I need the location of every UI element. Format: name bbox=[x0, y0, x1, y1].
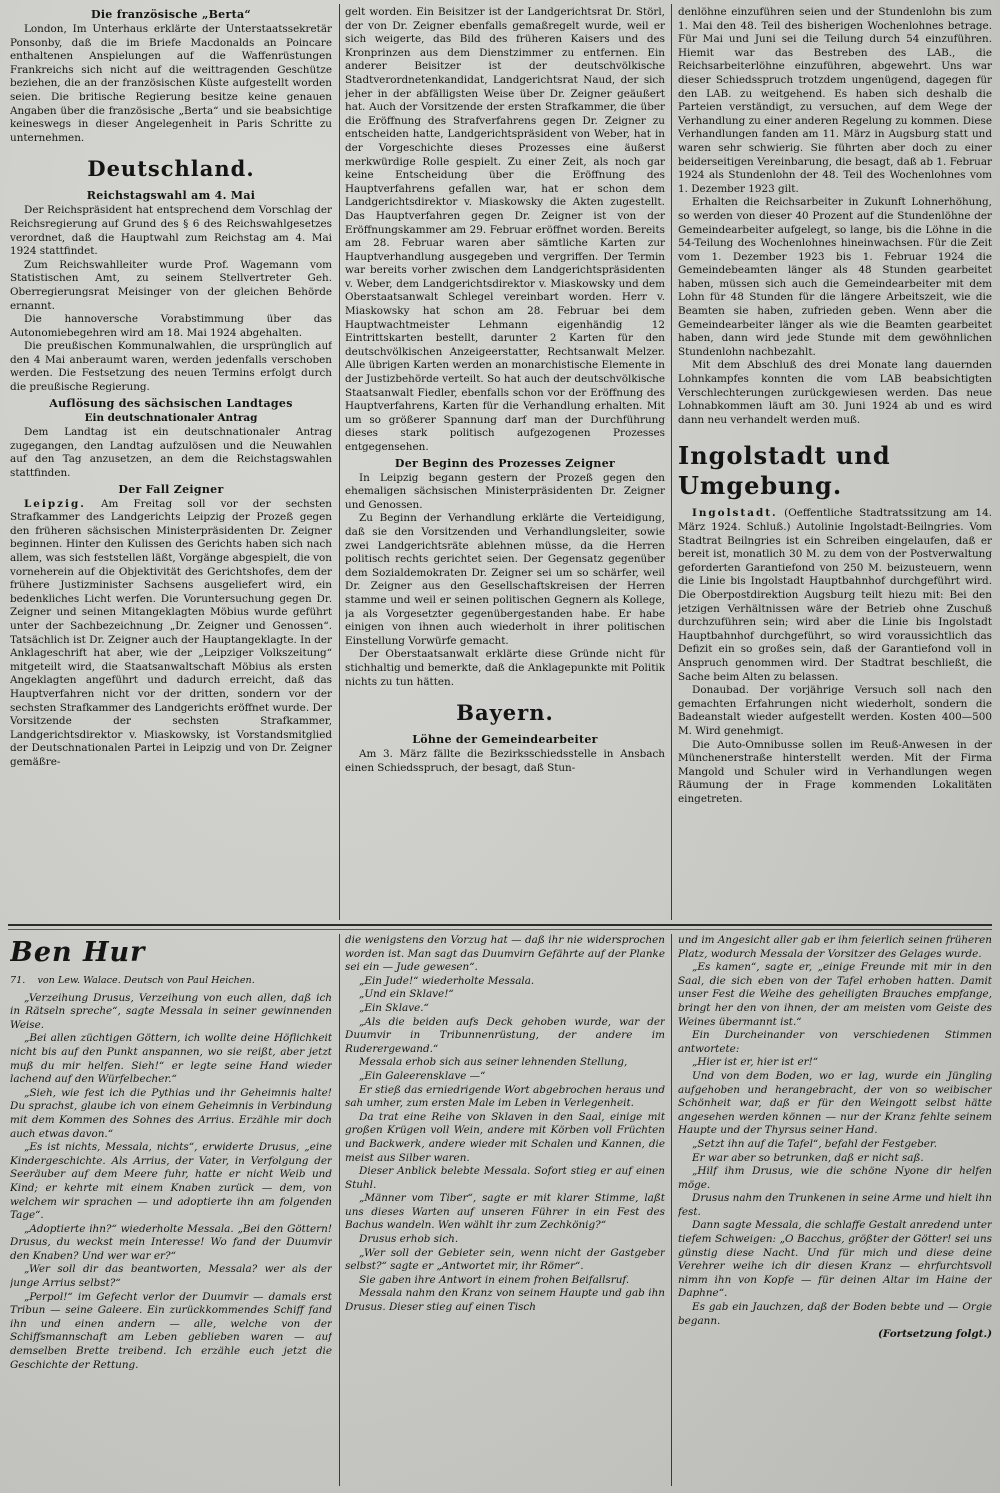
ingolstadt-p1 bbox=[678, 507, 992, 684]
beginn-p2: Zu Beginn der Verhandlung erklärte die Verteidigung, daß sie den Vorsitzenden und Verhandlungsleiter, sowie zwei Landgerichtsräte ablehnen müsse, da die Herren politisch rechts gerichtet seien. Der Gegensatz gegenüber dem Sozialdemokraten Dr. Zeigner sei um so schärfer, weil Dr. Zeigner aus den Gesellschaftskreisen der Herren stamme und weil er seinen politischen Gegnern als Kollege, ja als Vorgesetzter gegenübergestanden habe. Er habe einigen von ihnen auch wiederholt in ihrer politischen Einstellung Vorwürfe gemacht. bbox=[345, 512, 665, 647]
benhur-paragraph: Drusus nahm den Trunkenen in seine Arme und hielt ihn fest. bbox=[678, 1192, 992, 1218]
benhur-paragraph: „Adoptierte ihn?“ wiederholte Messala. „Bei den Göttern! Drusus, du weckst mein Interesse! Wo fand der Duumvir den Knaben? Und wer war er?“ bbox=[10, 1222, 332, 1262]
benhur-paragraph: „Ein Jude!“ wiederholte Messala. bbox=[359, 974, 535, 987]
landtag-heading: Auflösung des sächsischen Landtages bbox=[49, 396, 293, 410]
landtag-subheading: Ein deutschnationaler Antrag bbox=[84, 411, 258, 424]
benhur-paragraph: Und von dem Boden, wo er lag, wurde ein Jüngling aufgehoben und herangebracht, der von so weibischer Schönheit war, daß er für den Weingott selbst hätte angesehen werden können — nur der Kranz fehlte seinem Haupte und der Thyrsus seiner Hand. bbox=[678, 1069, 992, 1137]
ingolstadt-text: (Oeffentliche Stadtratssitzung am 14. März 1924. Schluß.) Autolinie Ingolstadt-Beilngries. Vom Stadtrat Beilngries ist ein Schreiben eingelaufen, daß er bereit ist, monatlich 30 M. zu dem von der Postverwaltung geforderten Garantiefond von 250 M. beizusteuern, wenn die Linie bis Ingolstadt Hauptbahnhof durchgeführt wird. Die Oberpostdirektion Augsburg teilt hiezu mit: Bei den jetzigen Verhältnissen wäre der Betrieb ohne Zuschuß durchzuführen sein; wird aber die Linie bis Ingolstadt Hauptbahnhof durchgeführt, so wird voraussichtlich das Defizit ein so großes sein, daß der Garantiefond voll in Anspruch genommen wird. Der Stadtrat beschließt, die Sache beim Alten zu belassen. bbox=[678, 507, 992, 683]
reichstagswahl-p2: Zum Reichswahlleiter wurde Prof. Wagemann vom Statistischen Amt, zu seinem Stellvertreter Geh. Oberregierungsrat Meisinger von der gleichen Behörde ernannt. bbox=[10, 258, 332, 312]
ingolstadt-heading: Ingolstadt und Umgebung. bbox=[678, 441, 891, 501]
berta-heading: Die französische „Berta“ bbox=[90, 8, 252, 21]
ingolstadt-p2: Donaubad. Der vorjährige Versuch soll nach den gemachten Erfahrungen nicht wiederholt, sondern die Badeanstalt wieder aufgestellt werden. Kosten 400—500 M. Wird genehmigt. bbox=[678, 684, 992, 737]
landtag-article: Dem Landtag ist ein deutschnationaler Antrag zugegangen, den Landtag aufzulösen und die Neuwahlen auf den Tag anzusetzen, an dem die Reichstagswahlen stattfinden. bbox=[10, 426, 332, 480]
section-divider bbox=[8, 924, 992, 926]
zeigner-text: Am Freitag soll vor der sechsten Strafkammer des Landgerichts Leipzig der Prozeß gegen den früheren sächsischen Ministerpräsidenten Dr. Zeigner beginnen. Hinter den Kulissen des Gerichts haben sich nach allem, was sich feststellen läßt, Vorgänge abgespielt, die von vorneherein auf die Objektivität des Gerichtshofes, dem der frühere Justizminister Sachsens ausgeliefert wird, ein bedenkliches Licht werfen. Die Voruntersuchung gegen Dr. Zeigner und seinen Mitangeklagten Möbius wurde geführt unter der Sachbezeichnung „Dr. Zeigner und Genossen“. Tatsächlich ist Dr. Zeigner auch der Hauptangeklagte. In der Anklageschrift hat aber, wie der „Leipziger Volkszeitung“ mitgeteilt wird, die Staatsanwaltschaft Möbius als ersten Angeklagten angeführt und dadurch erreicht, daß das Hauptverfahren nicht vor der dritten, sondern vor der sechsten Strafkammer des Landgerichts eröffnet wurde. Der Vorsitzende der sechsten Strafkammer, Landgerichtsdirektor v. Miaskowsky, ist Vorstandsmitglied der Deutschnationalen Partei in Leipzig und von Dr. Zeigner gemäßre- bbox=[10, 497, 332, 768]
benhur-paragraph: die wenigstens den Vorzug hat — daß ihr nie widersprochen worden ist. Man sagt das Duumvirn Gefährte auf der Planke sei ein — Jude gewesen“. bbox=[345, 934, 665, 974]
benhur-paragraph: und im Angesicht aller gab er ihm feierlich seinen früheren Platz, wodurch Messala der Vorsitzer des Gelages wurde. bbox=[678, 934, 992, 960]
deutschland-heading: Deutschland. bbox=[87, 156, 255, 182]
benhur-paragraph: „Es kamen“, sagte er, „einige Freunde mit mir in den Saal, die sich eben von der Tafel erhoben hatten. Damit unser Fest die Weihe des geheiligten Brauches empfange, bringt her den von ihnen, der am meisten vom Geiste des Weines übermannt ist.“ bbox=[678, 961, 992, 1028]
zeigner-heading: Der Fall Zeigner bbox=[118, 482, 224, 496]
benhur-paragraph: „Verzeihung Drusus, Verzeihung von euch allen, daß ich in Rätseln spreche“, sagte Messala in seiner gewinnenden Weise. bbox=[10, 991, 332, 1031]
top-column-3 bbox=[678, 6, 992, 918]
column-divider bbox=[339, 4, 340, 920]
benhur-paragraph: Es gab ein Jauchzen, daß der Boden bebte und — Orgie begann. bbox=[678, 1301, 992, 1327]
benhur-paragraph: „Sieh, wie fest ich die Pythias und ihr Geheimnis halte! Du sprachst, glaube ich von einem Geheimnis in Verbindung mit dem Kommen des Sohnes des Arrius. Erzähle mir doch auch etwas davon.“ bbox=[10, 1086, 332, 1140]
section-divider-thin bbox=[8, 929, 992, 930]
benhur-paragraph: „Es ist nichts, Messala, nichts“, erwiderte Drusus, „eine Kindergeschichte. Als Arrius, der Vater, in Verfolgung der Seeräuber auf dem Meere fuhr, hatte er nicht Weib und Kind; er kehrte mit einem Knaben zurück — dem, von welchem wir sprachen — und adoptierte ihn am folgenden Tage“. bbox=[10, 1141, 332, 1222]
benhur-paragraph: Dann sagte Messala, die schlaffe Gestalt anredend unter tiefem Schweigen: „O Bacchus, größter der Götter! sei uns günstig diese Nacht. Und für mich und diese deine Verehrer weihe ich dir diesen Kranz — ehrfurchtsvoll nimm ihn von Kopfe — für deinen Altar im Haine der Daphne“. bbox=[678, 1219, 992, 1300]
benhur-installment-number: 71. bbox=[10, 975, 26, 986]
benhur-paragraph: „Als die beiden aufs Deck gehoben wurde, war der Duumvir in Tribunnenrüstung, der andere im Ruderergewand.“ bbox=[345, 1015, 665, 1055]
reichstagswahl-p1: Der Reichspräsident hat entsprechend dem Vorschlag der Reichsregierung auf Grund des § 6 des Reichswahlgesetzes verordnet, daß die Hauptwahl zum Reichstag am 4. Mai 1924 stattfindet. bbox=[10, 204, 332, 258]
column-divider bbox=[671, 934, 672, 1486]
ingolstadt-p3: Die Auto-Omnibusse sollen im Reuß-Anwesen in der Münchenerstraße hinterstellt werden. Mit der Firma Mangold und Schuler wird in Verhandlungen wegen Räumung der in Frage kommenden Lokalitäten eingetreten. bbox=[678, 738, 992, 805]
zeigner-dateline: Leipzig. bbox=[24, 497, 86, 510]
benhur-paragraph: „Und ein Sklave!“ bbox=[359, 988, 454, 1001]
benhur-paragraph: „Setzt ihn auf die Tafel“, befahl der Festgeber. bbox=[692, 1137, 938, 1150]
benhur-paragraph: „Bei allen züchtigen Göttern, ich wollte deine Höflichkeit nicht bis auf den Punkt anspannen, wo sie reißt, aber jetzt muß du mir helfen. Sieh!“ er legte seine Hand wieder lachend auf den Würfelbecher.“ bbox=[10, 1032, 332, 1086]
benhur-paragraph: Er war aber so betrunken, daß er nicht saß. bbox=[692, 1151, 924, 1164]
benhur-paragraph: „Hier ist er, hier ist er!“ bbox=[692, 1056, 819, 1069]
loehne-continued: denlöhne einzuführen seien und der Stundenlohn bis zum 1. Mai den 48. Teil des bisherigen Wochenlohnes betrage. Für Mai und Juni sei die Teilung durch 54 einzuführen. Hiemit war das Bestreben des LAB., die Reichsarbeiterlöhne einzuführen, abgewehrt. Uns war dieser Schiedsspruch trotzdem ungenügend, dagegen für den LAB. zu weitgehend. Es haben sich deshalb die Parteien verständigt, zu versuchen, auf dem Wege der Verhandlung zu einer anderen Regelung zu kommen. Diese Verhandlungen fanden am 11. März in Augsburg statt und waren sehr schwierig. Sie führten aber doch zu einer beiderseitigen Vereinbarung, die besagt, daß ab 1. Februar 1924 als Stundenlohn der 48. Teil des Wochenlohnes vom 1. Dezember 1923 gilt. bbox=[678, 6, 992, 195]
benhur-heading: Ben Hur bbox=[10, 937, 146, 968]
benhur-paragraph: Messala nahm den Kranz von seinem Haupte und gab ihn Drusus. Dieser stieg auf einen Tisch bbox=[345, 1287, 665, 1314]
benhur-paragraph: „Ein Sklave.“ bbox=[359, 1001, 429, 1014]
benhur-author: von Lew. Walace. Deutsch von Paul Heichen. bbox=[37, 975, 255, 986]
benhur-column-2 bbox=[345, 934, 665, 1486]
benhur-paragraph: „Wer soll dir das beantworten, Messala? wer als der junge Arrius selbst?“ bbox=[10, 1263, 332, 1290]
benhur-paragraph: „Perpol!“ im Gefecht verlor der Duumvir — damals erst Tribun — seine Galeere. Ein zurückkommendes Schiff fand ihn und einen andern — alle, welche von der Schiffsmannschaft am Leben geblieben waren — auf demselben Brette treibend. Ich erzähle euch jetzt die Geschichte der Rettung. bbox=[10, 1290, 332, 1371]
reichstagswahl-p4: Die preußischen Kommunalwahlen, die ursprünglich auf den 4 Mai anberaumt waren, werden jedenfalls verschoben werden. Die Festsetzung des neuen Termins erfolgt durch die preußische Regierung. bbox=[10, 340, 332, 394]
bayern-heading: Bayern. bbox=[456, 700, 554, 726]
benhur-byline bbox=[10, 974, 332, 988]
loehne-p3: Mit dem Abschluß des drei Monate lang dauernden Lohnkampfes konnten die vom LAB beabsichtigten Verschlechterungen zurückgewiesen werden. Das neue Lohnabkommen läuft am 30. Juni 1924 ab und es wird dann neu verhandelt werden muß. bbox=[678, 359, 992, 426]
zeigner-continued: gelt worden. Ein Beisitzer ist der Landgerichtsrat Dr. Störl, der von Dr. Zeigner ebenfalls gemaßregelt wurde, weil er sich weigerte, das Bild des früheren Kaisers und des Kronprinzen aus dem Dienstzimmer zu entfernen. Ein anderer Beisitzer ist der deutschvölkische Stadtverordnetenkandidat, Landgerichtsrat Naud, der sich jeher in der abfälligsten Weise über Dr. Zeigner geäußert hat. Auch der Vorsitzende der ersten Strafkammer, die über die Eröffnung des Strafverfahrens gegen Dr. Zeigner zu entscheiden hatte, Landgerichtspräsident von Weber, hat in der Vorgeschichte dieses Prozesses eine äußerst merkwürdige Rolle gespielt. Zu einer Zeit, als noch gar keine Entscheidung über die Eröffnung des Hauptverfahrens gefallen war, hat er schon dem Landgerichtsdirektor v. Miaskowsky die Akten zugestellt. Das Hauptverfahren gegen Dr. Zeigner ist von der Eröffnungskammer am 29. Februar eröffnet worden. Bereits am 28. Februar waren aber sämtliche Karten zur Hauptverhandlung ausgegeben und vergriffen. Der Termin war bereits vorher zwischen dem Landgerichtspräsidenten v. Weber, dem Landgerichtsdirektor v. Miaskowsky und dem Oberstaatsanwalt Schlegel vereinbart worden. Herr v. Miaskowsky hat schon am 28. Februar bei dem Hauptwachtmeister Lehmann eigenhändig 12 Eintrittskarten bestellt, darunter 2 Karten für den deutschvölkischen Anzeigeerstatter, Rechtsanwalt Melzer. Alle übrigen Karten werden an monarchistische Elemente in der Justizbehörde verteilt. So hat auch der deutschvölkische Staatsanwalt Fiedler, ebenfalls schon vor der Eröffnung des Hauptverfahrens, Karten für die Verhandlung erhalten. Mit um so größerer Spannung darf man der Durchführung dieses stark politisch aufgezogenen Prozesses entgegensehen. bbox=[345, 6, 665, 453]
benhur-paragraph: Drusus erhob sich. bbox=[359, 1233, 459, 1246]
beginn-p1: In Leipzig begann gestern der Prozeß gegen den ehemaligen sächsischen Ministerpräsidenten Dr. Zeigner und Genossen. bbox=[345, 471, 665, 511]
loehne-p1: Am 3. März fällte die Bezirksschiedsstelle in Ansbach einen Schiedsspruch, der besagt, daß Stun- bbox=[345, 748, 665, 774]
benhur-paragraph: „Ein Galeerensklave —“ bbox=[359, 1069, 486, 1082]
benhur-paragraph: Er stieß das erniedrigende Wort abgebrochen heraus und sah umher, zum ersten Male im Leben in Verlegenheit. bbox=[345, 1083, 665, 1110]
ingolstadt-dateline: Ingolstadt. bbox=[692, 507, 778, 520]
reichstagswahl-p3: Die hannoversche Vorabstimmung über das Autonomiebegehren wird am 18. Mai 1924 abgehalten. bbox=[10, 313, 332, 339]
benhur-column-3 bbox=[678, 934, 992, 1486]
benhur-paragraph: Da trat eine Reihe von Sklaven in den Saal, einige mit großen Krügen voll Wein, andere mit Körben voll Früchten und Backwerk, andere wieder mit Schalen und Kannen, die meist aus Silber waren. bbox=[345, 1110, 665, 1164]
beginn-heading: Der Beginn des Prozesses Zeigner bbox=[394, 456, 616, 470]
zeigner-article bbox=[10, 498, 332, 770]
benhur-paragraph: „Männer vom Tiber“, sagte er mit klarer Stimme, laßt uns dieses Warten auf unseren Führer in ein Fest des Bachus wandeln. Wen wählt ihr zum Zechkönig?“ bbox=[345, 1192, 665, 1232]
top-column-2 bbox=[345, 6, 665, 918]
reichstagswahl-heading: Reichstagswahl am 4. Mai bbox=[86, 189, 256, 203]
continuation-note: (Fortsetzung folgt.) bbox=[877, 1328, 992, 1341]
benhur-paragraph: Messala erhob sich aus seiner lehnenden Stellung, bbox=[359, 1056, 628, 1069]
column-divider bbox=[671, 4, 672, 920]
berta-article: London, Im Unterhaus erklärte der Unterstaatssekretär Ponsonby, daß die im Briefe Macdonalds an Poincare enthaltenen Anspielungen auf die Waffenrüstungen Frankreichs sich nicht auf die weittragenden Geschütze beziehen, die an der französischen Küste aufgestellt worden seien. Die britische Regierung besitze keine genauen Angaben über die französische „Berta“ und sie beabsichtige keineswegs in dieser Angelegenheit in Paris Schritte zu unternehmen. bbox=[10, 23, 332, 144]
benhur-paragraph: Sie gaben ihre Antwort in einem frohen Beifallsruf. bbox=[359, 1273, 630, 1286]
benhur-paragraph: „Wer soll der Gebieter sein, wenn nicht der Gastgeber selbst?“ sagte er „Antwortet mir, ihr Römer“. bbox=[345, 1246, 665, 1273]
benhur-column-1 bbox=[10, 934, 332, 1486]
loehne-p2: Erhalten die Reichsarbeiter in Zukunft Lohnerhöhung, so werden von dieser 40 Prozent auf die Stundenlöhne der Gemeindearbeiter aufgelegt, so lange, bis die Löhne in die 54-Teilung des Wochenlohnes hineinwachsen. Für die Zeit vom 1. Dezember 1923 bis 1. Februar 1924 die Gemeindebeamten länger als 48 Stunden gearbeitet haben, müssen sich auch die Gemeindearbeiter mit dem Lohn für 48 Stunden für die längere Arbeitszeit, wie die Beamten sie haben, zufrieden geben. Wenn aber die Gemeindearbeiter länger als wie die Beamten gearbeitet haben, dann wird jede Stunde mit dem gewöhnlichen Stundenlohn nachbezahlt. bbox=[678, 196, 992, 358]
benhur-paragraph: „Hilf ihm Drusus, wie die schöne Nyone dir helfen möge. bbox=[678, 1165, 992, 1191]
column-divider bbox=[339, 934, 340, 1486]
benhur-paragraph: Dieser Anblick belebte Messala. Sofort stieg er auf einen Stuhl. bbox=[345, 1165, 665, 1191]
top-column-1 bbox=[10, 6, 332, 918]
beginn-p3: Der Oberstaatsanwalt erklärte diese Gründe nicht für stichhaltig und bemerkte, daß die Anklagepunkte mit Politik nichts zu tun hätten. bbox=[345, 648, 665, 688]
loehne-heading: Löhne der Gemeindearbeiter bbox=[412, 733, 598, 747]
benhur-paragraph: Ein Durcheinander von verschiedenen Stimmen antwortete: bbox=[678, 1029, 992, 1055]
